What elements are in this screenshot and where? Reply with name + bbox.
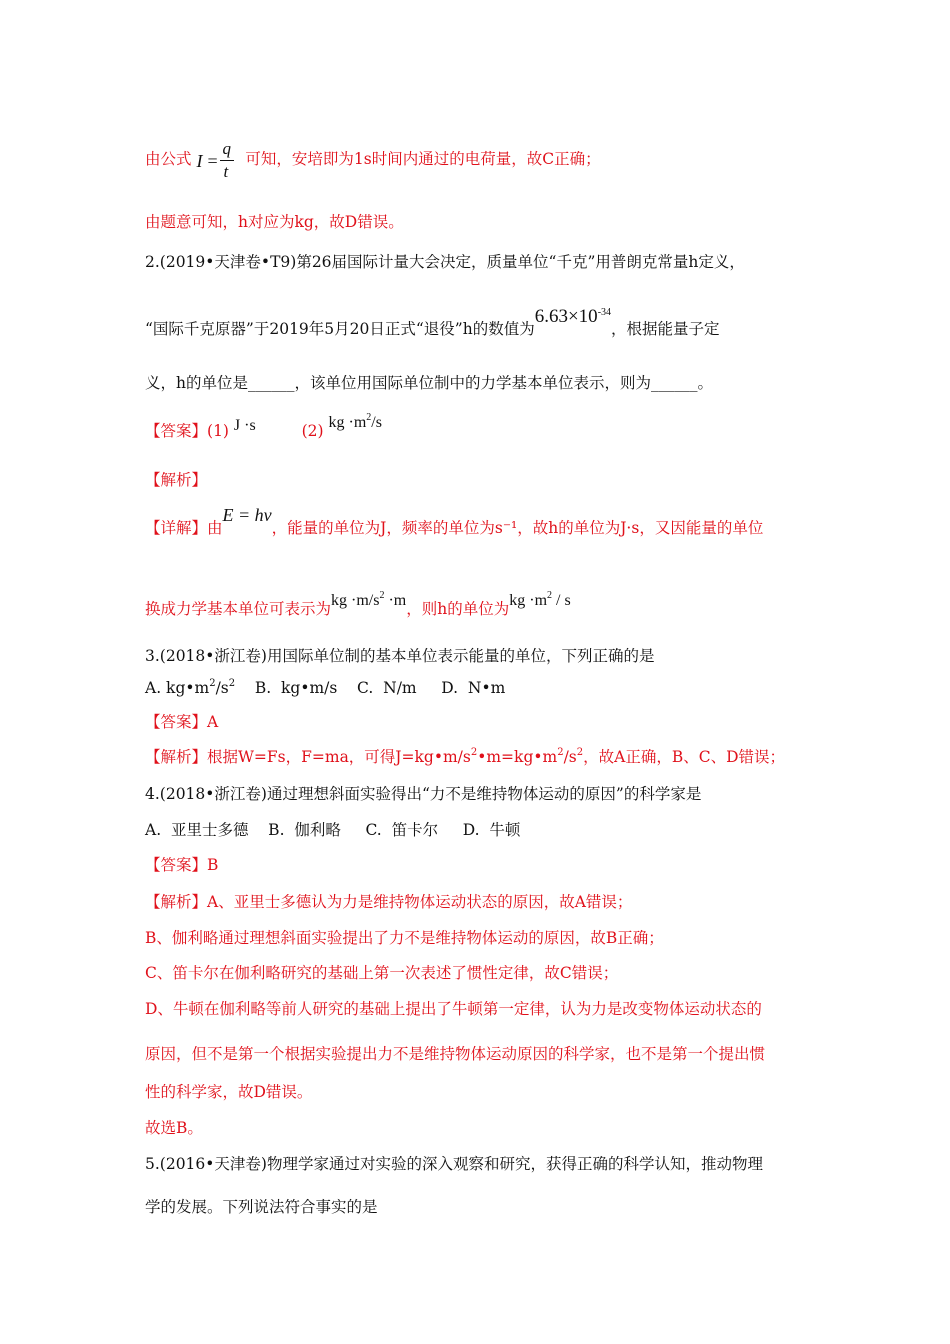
question-4-analysis-c: C、笛卡尔在伽利略研究的基础上第一次表述了惯性定律，故C错误； [145,964,619,982]
question-2-analysis-tag: 【解析】 [145,471,208,489]
answer-1-unit: J ·s [233,417,256,434]
question-3-options: A. $kg•m^2/s^2$ B. kg•m/s C. N/m D. N•m [145,678,506,697]
planck-unit-si: kg $\cdot m^2 / s$ [509,590,571,609]
question-4-analysis-d-3: 性的科学家，故D错误。 [145,1083,313,1101]
question-3-answer: 【答案】A [145,713,219,731]
paragraph-d-wrong: 由题意可知，h对应为kg，故D错误。 [145,213,404,231]
question-2-line-1: 2.(2019•天津卷•T9)第26届国际计量大会决定，质量单位“千克”用普朗克常量h定义， [145,253,745,271]
question-3-stem: 3.(2018•浙江卷)用国际单位制的基本单位表示能量的单位，下列正确的是 [145,647,655,665]
question-4-analysis-d-1: D、牛顿在伽利略等前人研究的基础上提出了牛顿第一定律，认为力是改变物体运动状态的 [145,1000,762,1018]
question-3-analysis: 【解析】根据W=Fs，F=ma，可得$J=kg•m/s^2•m=kg•m^2/s^2$，故A正确，B、C、D错误； [145,747,786,766]
question-4-conclusion: 故选B。 [145,1119,203,1137]
question-2-line-2: “国际千克原器”于2019年5月20日正式“退役”h的数值为$6.63\times 10^{-34}$，根据能量子定 [145,306,720,338]
question-2-answer: 【答案】(1) J ·s (2) kg $\cdot m^2/s$ [145,412,382,440]
question-4-options: A. 亚里士多德 B. 伽利略 C. 笛卡尔 D. 牛顿 [145,821,521,839]
energy-unit-si: kg $\cdot m/s^2 \cdot m$ [331,590,407,609]
question-4-answer: 【答案】B [145,856,219,874]
question-5-line-1: 5.(2016•天津卷)物理学家通过对实验的深入观察和研究，获得正确的科学认知，推动物理 [145,1155,763,1173]
question-4-analysis-a: 【解析】A、亚里士多德认为力是维持物体运动状态的原因，故A错误； [145,893,633,911]
question-2-line-3: 义，h的单位是______，该单位用国际单位制中的力学基本单位表示，则为______。 [145,374,713,392]
question-4-stem: 4.(2018•浙江卷)通过理想斜面实验得出“力不是维持物体运动的原因”的科学家是 [145,785,702,803]
question-4-analysis-b: B、伽利略通过理想斜面实验提出了力不是维持物体运动的原因，故B正确； [145,929,664,947]
question-2-detail-line-2: 换成力学基本单位可表示为kg $\cdot m/s^2 \cdot m$，则h的单位为kg $\cdot m^2 / s$ [145,590,571,618]
formula-line [145,140,601,180]
formula-i-equals-q-over-t: I = q t [196,140,240,180]
answer-2-unit: kg $\cdot m^2/s$ [328,412,382,431]
question-4-analysis-d-2: 原因，但不是第一个根据实验提出力不是维持物体运动原因的科学家，也不是第一个提出惯 [145,1045,766,1063]
formula-e-equals-h-nu: E = hν [222,505,272,525]
formula-suffix: 可知，安培即为1s时间内通过的电荷量，故C正确； [245,150,601,168]
planck-value: $6.63\times 10^{-34}$ [534,306,612,327]
question-5-line-2: 学的发展。下列说法符合事实的是 [145,1198,378,1216]
formula-prefix: 由公式 [145,150,192,168]
question-2-detail-line-1: 【详解】由E = hν，能量的单位为J，频率的单位为s⁻¹，故h的单位为J·s，又因能量的单位 [145,505,764,537]
